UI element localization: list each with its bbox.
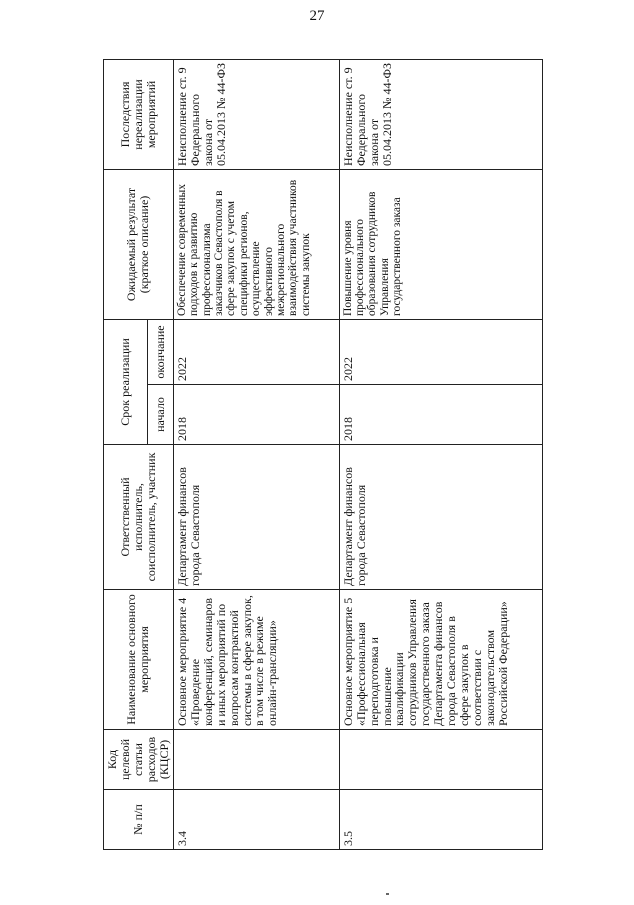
table-row (173, 59, 339, 849)
cell-end: 2022 (173, 319, 339, 384)
header-executor: Ответственный исполнитель, соисполнитель, участник (104, 445, 174, 590)
header-period: Срок реализации (104, 319, 148, 444)
cell-name: Основное мероприятие 5 «Профессиональная переподготовка и повышение квалификации сотрудников Управления государственного заказа Департамента финансов города Севастополя в сфере закупок в соответствии с законодательством Российской Федерации» (339, 590, 542, 730)
cell-end: 2022 (339, 319, 542, 384)
cell-consequences: Неисполнение ст. 9 Федерального закона от 05.04.2013 № 44-ФЗ (173, 59, 339, 169)
table-row (339, 59, 542, 849)
cell-num: 3.4 (173, 790, 339, 850)
scan-mark (386, 893, 389, 895)
cell-num: 3.5 (339, 790, 542, 850)
cell-start: 2018 (339, 385, 542, 445)
cell-result: Обеспечение современных подходов к развитию профессионализма заказчиков Севастополя в сфере закупок с учетом специфики регионов, осуществление эффективного межрегионального взаимодействия участников системы закупок (173, 169, 339, 319)
header-row (104, 59, 148, 849)
cell-result: Повышение уровня профессионального образования сотрудников Управления государственного заказа (339, 169, 542, 319)
cell-start: 2018 (173, 385, 339, 445)
cell-consequences: Неисполнение ст. 9 Федерального закона от 05.04.2013 № 44-ФЗ (339, 59, 542, 169)
cell-name: Основное мероприятие 4 «Проведение конференций, семинаров и иных мероприятий по вопросам контрактной системы в сфере закупок, в том числе в режиме онлайн-трансляции» (173, 590, 339, 730)
header-num: № п/п (104, 790, 174, 850)
page-number: 27 (309, 8, 325, 24)
header-consequences: Последствия нереализации мероприятий (104, 59, 174, 169)
measures-table (103, 59, 543, 850)
header-start: начало (147, 385, 173, 445)
header-end: окончание (147, 319, 173, 384)
cell-executor: Департамент финансов города Севастополя (173, 445, 339, 590)
header-code: Код целевой статьи расходов (КЦСР) (104, 730, 174, 790)
cell-executor: Департамент финансов города Севастополя (339, 445, 542, 590)
rotated-table-container (103, 60, 543, 850)
header-name: Наименование основного мероприятия (104, 590, 174, 730)
cell-code (173, 730, 339, 790)
header-result: Ожидаемый результат (краткое описание) (104, 169, 174, 319)
cell-code (339, 730, 542, 790)
